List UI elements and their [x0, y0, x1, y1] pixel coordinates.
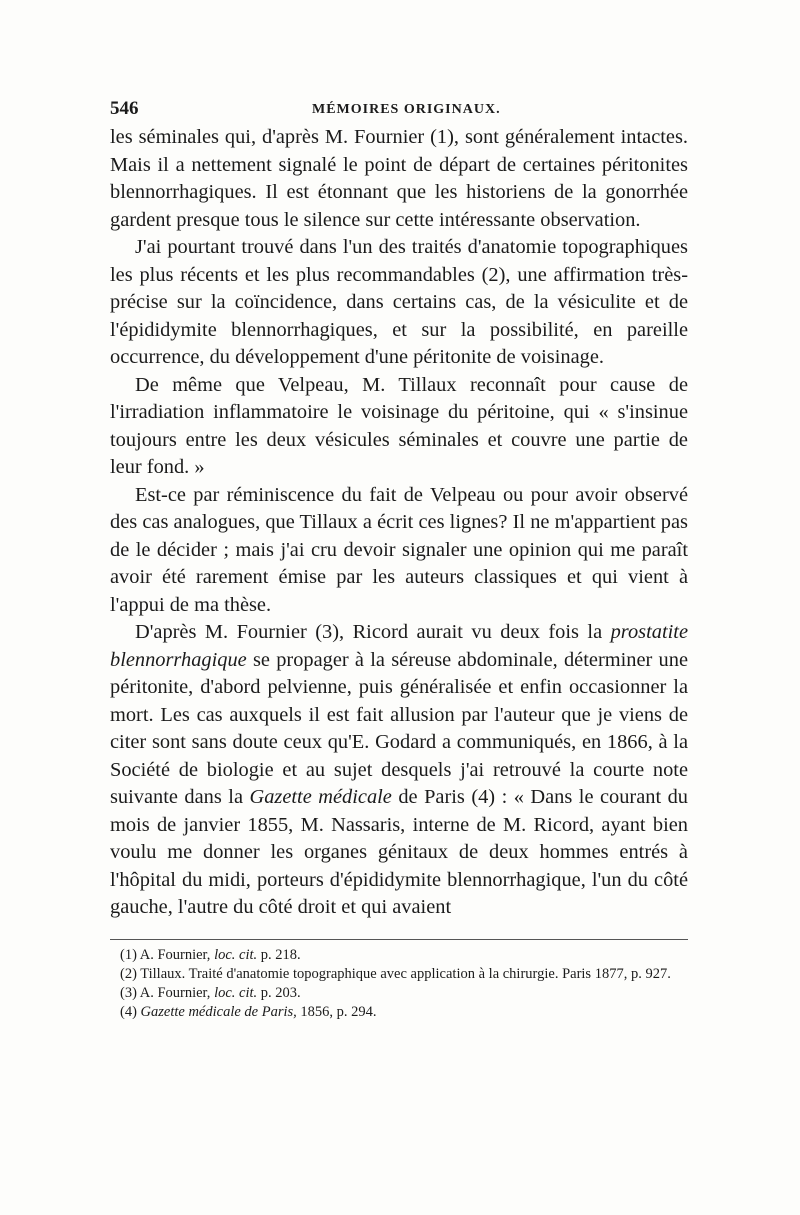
paragraph-4: Est-ce par réminiscence du fait de Velpeau ou pour avoir observé des cas analogues, que Tillaux a écrit ces lignes? Il ne m'appartient pas de le décider ; mais j'ai cru devoir signaler une opinion qui me paraît avoir été rarement émise par les auteurs classiques et qui vient à l'appui de ma thèse. — [110, 483, 688, 616]
body-text — [110, 124, 688, 922]
footnote-3 — [110, 984, 688, 1003]
running-head: MÉMOIRES ORIGINAUX. — [312, 102, 501, 117]
page-number: 546 — [110, 98, 139, 119]
page-header — [110, 96, 688, 122]
paragraph-5 — [110, 619, 688, 922]
footnote-1 — [110, 946, 688, 965]
paragraph-3: De même que Velpeau, M. Tillaux reconnaît pour cause de l'irradiation inflammatoire le voisinage du péritoine, qui « s'insinue toujours entre les deux vésicules séminales et couvre une partie de leur fond. » — [110, 373, 688, 478]
p5-italic-prostatite: prostatite blennorrhagique — [110, 621, 688, 671]
footnote-1-italic: loc. cit. — [214, 946, 258, 963]
footnote-4-number: (4) — [120, 1003, 141, 1020]
footnote-4 — [110, 1003, 688, 1022]
footnote-4-italic: Gazette médicale de Paris, — [140, 1003, 297, 1020]
footnote-rule — [110, 939, 688, 940]
book-page — [110, 96, 688, 1022]
p5-text-a: D'après M. Fournier (3), Ricord aurait vu deux fois la — [135, 621, 611, 643]
footnote-4-page: 1856, p. 294. — [296, 1003, 377, 1020]
p5-text-b: se propager à la séreuse abdominale, déterminer une péritonite, d'abord pelvienne, puis généralisée et enfin occasionner la mort. Les cas auxquels il est fait allusion par l'auteur que je viens de citer sont sans doute ceux qu'E. Godard a communiqués, en 1866, à la Société de biologie et au sujet desquels j'ai retrouvé la courte note suivante dans la — [110, 648, 688, 808]
footnote-1-text: (1) A. Fournier, — [120, 946, 215, 963]
p5-text-c: de Paris (4) : « Dans le courant du mois de janvier 1855, M. Nassaris, interne de M. Ricord, ayant bien voulu me donner les organes génitaux de deux hommes entrés à l'hôpital du midi, porteurs d'épididymite blennorrhagique, l'un du côté gauche, l'autre du côté droit et qui avaient — [110, 786, 688, 918]
footnote-1-page: p. 218. — [257, 946, 301, 963]
footnote-3-page: p. 203. — [257, 984, 301, 1001]
footnote-3-italic: loc. cit. — [214, 984, 258, 1001]
paragraph-2: J'ai pourtant trouvé dans l'un des traités d'anatomie topographiques les plus récents et les plus recommandables (2), une affirmation très-précise sur la coïncidence, dans certains cas, de la vésiculite et de l'épididymite blennorrhagiques, et sur la possibilité, en pareille occurrence, du développement d'une péritonite de voisinage. — [110, 236, 688, 368]
paragraph-1: les séminales qui, d'après M. Fournier (1), sont généralement intactes. Mais il a nettement signalé le point de départ de certaines péritonites blennorrhagiques. Il est étonnant que les historiens de la gonorrhée gardent presque tous le silence sur cette intéressante observation. — [110, 126, 688, 231]
footnotes — [110, 946, 688, 1022]
footnote-3-text: (3) A. Fournier, — [120, 984, 215, 1001]
p5-italic-gazette: Gazette médicale — [249, 786, 392, 808]
footnote-2: (2) Tillaux. Traité d'anatomie topographique avec application à la chirurgie. Paris 1877, p. 927. — [120, 965, 671, 982]
